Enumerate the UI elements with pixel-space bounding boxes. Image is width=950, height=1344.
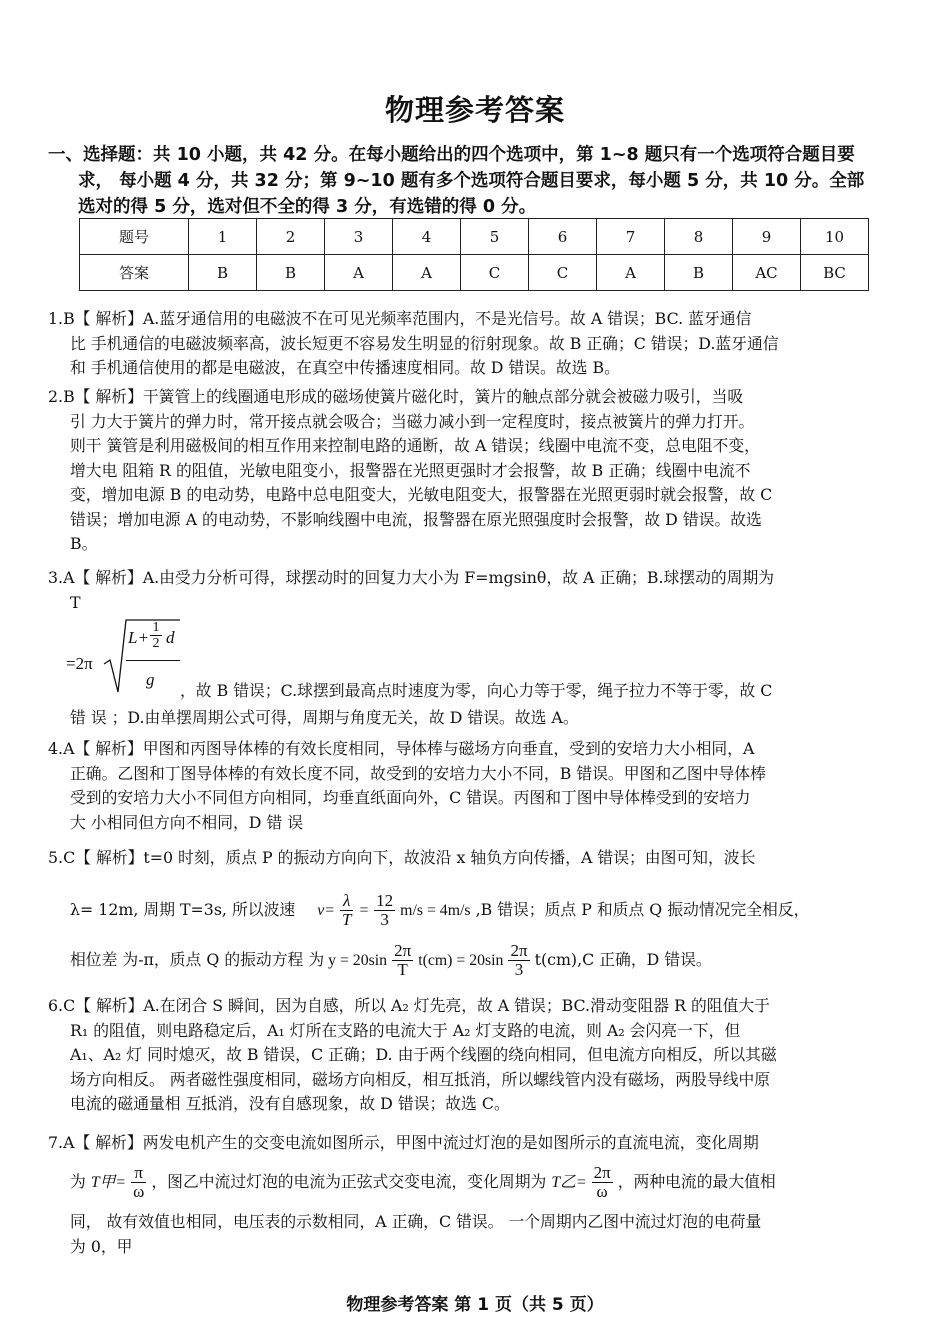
solution-line: t(cm),C 正确，D 错误。 [534, 950, 712, 969]
formula-mid: t(cm) = 20sin [418, 952, 504, 969]
fraction-bar [126, 660, 180, 661]
solution-item-2 [48, 385, 906, 557]
section-intro [48, 142, 908, 220]
solution-line: 为 0，甲 [70, 1236, 133, 1256]
frac-num: 12 [376, 891, 394, 910]
page-footer: 物理参考答案 第 1 页（共 5 页） [346, 1295, 604, 1315]
table-row-answers [80, 255, 869, 291]
fraction [340, 892, 353, 929]
frac-den: ω [596, 1182, 608, 1201]
intro-line-1: 一、选择题：共 10 小题，共 42 分。在每小题给出的四个选项中，第 1~8 题只有一个选项符合题目要 [48, 145, 855, 165]
solution-line: 变，增加电源 B 的电动势，电路中总电阻变大，光敏电阻变大，报警器在光照更弱时就会报警，故 C [70, 485, 773, 504]
solution-line: 增大电 阻箱 R 的阻值，光敏电阻变小，报警器在光照更强时才会报警，故 B 正确；线圈中电流不 [70, 460, 751, 480]
table-cell: 10 [801, 219, 869, 255]
solution-line: ，两种电流的最大值相 [617, 1172, 776, 1191]
solution-line: 4.A【 解析】甲图和丙图导体棒的有效长度相同，导体棒与磁场方向垂直，受到的安培力大小相同，A [48, 739, 755, 758]
solution-line: 相位差 为-π，质点 Q 的振动方程 [70, 950, 304, 969]
solution-line: 和 手机通信使用的都是电磁波，在真空中传播速度相同。故 D 错误。故选 B。 [70, 358, 620, 377]
solution-line: T [70, 592, 81, 612]
solution-line: B。 [70, 534, 98, 553]
fraction [131, 1164, 146, 1201]
solution-line: 6.C【 解析】A.在闭合 S 瞬间，因为自感，所以 A₂ 灯先亮，故 A 错误；BC.滑动变阻器 R 的阻值大于 [48, 996, 770, 1015]
solution-line: 电流的磁通量相 互抵消，没有自感现象，故 D 错误；故选 C。 [70, 1094, 510, 1113]
formula-half [150, 620, 162, 651]
formula-d: d [166, 628, 175, 647]
solution-line: 2.B【 解析】干簧管上的线圈通电形成的磁场使簧片磁化时，簧片的触点部分就会被磁力吸引，当吸 [48, 387, 744, 406]
table-cell: 5 [461, 219, 529, 255]
solution-line: 受到的安培力大小不同但方向相同，均垂直纸面向外，C 错误。丙图和丁图中导体棒受到的安培力 [70, 788, 751, 807]
table-cell: AC [733, 255, 801, 291]
table-cell: A [597, 255, 665, 291]
formula-half-den: 2 [152, 636, 160, 651]
solution-line: A₁、A₂ 灯 同时熄灭，故 B 错误，C 正确；D. 由于两个线圈的绕向相同，但电流方向相反，所以其磁 [70, 1045, 777, 1064]
fraction [374, 892, 395, 929]
solution-line: 场方向相反。 两者磁性强度相同，磁场方向相反，相互抵消，所以螺线管内没有磁场，两股导线中原 [70, 1069, 771, 1089]
fraction [592, 1164, 613, 1201]
formula-eq: = [358, 902, 370, 919]
table-cell: 1 [189, 219, 257, 255]
frac-num: 2π [394, 941, 412, 960]
table-header-answer: 答案 [80, 255, 189, 291]
solution-item-3 [48, 566, 906, 615]
formula-half-num: 1 [150, 620, 162, 636]
page-title: 物理参考答案 [384, 93, 565, 127]
formula-prefix: =2π [66, 654, 93, 673]
solution-line: ，故 B 错误；C.球摆到最高点时速度为零，向心力等于零，绳子拉力不等于零，故 C [180, 681, 773, 700]
solution-line: 7.A【 解析】两发电机产生的交变电流如图所示，甲图中流过灯泡的是如图所示的直流电流，变化周期 [48, 1133, 759, 1152]
table-row-numbers [80, 219, 869, 255]
solution-line: λ= 12m, 周期 T=3s, 所以波速 [70, 900, 296, 919]
frac-den: 3 [514, 960, 524, 979]
formula-tail: m/s = 4m/s [400, 902, 471, 919]
answer-table [79, 218, 869, 291]
table-header-number: 题号 [80, 219, 189, 255]
table-cell: A [393, 255, 461, 291]
table-cell: B [665, 255, 733, 291]
table-cell: 4 [393, 219, 461, 255]
frac-den: 3 [380, 910, 389, 929]
table-cell: C [461, 255, 529, 291]
solution-line: 为 [70, 1172, 86, 1191]
solution-line: ,B 错误；质点 P 和质点 Q 振动情况完全相反， [475, 900, 810, 919]
solution-line: 错误；增加电源 A 的电动势，不影响线圈中电流，报警器在原光照强度时会报警，故 D 错误。故选 [70, 509, 762, 529]
solution-item-5-line3 [70, 942, 910, 979]
solution-line: ，图乙中流过灯泡的电流为正弦式交变电流，变化周期为 [151, 1172, 547, 1191]
solution-item-1 [48, 307, 906, 381]
solution-line: 错 误 ；D.由单摆周期公式可得，周期与角度无关，故 D 错误。故选 A。 [70, 708, 579, 727]
table-cell: B [257, 255, 325, 291]
formula-y: 为 y = 20sin [308, 952, 388, 969]
frac-den: ω [133, 1182, 145, 1201]
formula-t2: T乙= [551, 1174, 587, 1191]
frac-den: T [397, 960, 408, 979]
frac-num: λ [340, 892, 353, 911]
frac-num: π [131, 1164, 146, 1183]
solution-item-3-cont [180, 679, 910, 704]
solution-item-3-cont2 [70, 706, 910, 731]
solution-item-7-line2 [70, 1164, 910, 1201]
solution-item-5-line2 [70, 892, 910, 929]
solution-item-5 [48, 846, 906, 871]
formula-g: g [146, 670, 155, 689]
table-cell: 3 [325, 219, 393, 255]
pendulum-period-formula [66, 616, 186, 696]
solution-line: 比 手机通信的电磁波频率高，波长短更不容易发生明显的衍射现象。故 B 正确；C 错误；D.蓝牙通信 [70, 333, 779, 353]
frac-num: 2π [593, 1163, 611, 1182]
table-cell: BC [801, 255, 869, 291]
formula-v: v= [317, 902, 335, 919]
solution-line: 1.B【 解析】A.蓝牙通信用的电磁波不在可见光频率范围内，不是光信号。故 A 错误；BC. 蓝牙通信 [48, 309, 752, 328]
formula-l: L+ [128, 628, 149, 647]
fraction [508, 942, 529, 979]
solution-item-4 [48, 737, 906, 835]
solution-line: 则干 簧管是利用磁极间的相互作用来控制电路的通断，故 A 错误；线圈中电流不变，总电阻不变， [70, 436, 760, 455]
solution-item-7-cont [70, 1210, 910, 1259]
frac-num: 2π [510, 941, 528, 960]
table-cell: C [529, 255, 597, 291]
fraction [392, 942, 413, 979]
intro-line-3: 选对的得 5 分，选对但不全的得 3 分，有选错的得 0 分。 [78, 197, 537, 217]
table-cell: 2 [257, 219, 325, 255]
intro-line-2: 求， 每小题 4 分，共 32 分；第 9~10 题有多个选项符合题目要求，每小题 5 分，共 10 分。全部 [78, 171, 865, 191]
formula-t1: T甲= [90, 1174, 127, 1191]
table-cell: 9 [733, 219, 801, 255]
solution-line: 正确。乙图和丁图导体棒的有效长度不同，故受到的安培力大小不同，B 错误。甲图和乙图中导体棒 [70, 763, 766, 783]
table-cell: 8 [665, 219, 733, 255]
solution-item-7 [48, 1131, 906, 1156]
solution-line: 5.C【 解析】t=0 时刻，质点 P 的振动方向向下，故波沿 x 轴负方向传播，A 错误；由图可知，波长 [48, 848, 756, 867]
table-cell: B [189, 255, 257, 291]
frac-den: T [341, 910, 352, 929]
solution-line: R₁ 的阻值，则电路稳定后，A₁ 灯所在支路的电流大于 A₂ 灯支路的电流，则 A₂ 会闪亮一下，但 [70, 1020, 741, 1040]
table-cell: 7 [597, 219, 665, 255]
table-cell: 6 [529, 219, 597, 255]
solution-line: 引 力大于簧片的弹力时，常开接点就会吸合；当磁力减小到一定程度时，接点被簧片的弹力打开。 [70, 411, 755, 431]
solution-line: 大 小相同但方向不相同，D 错 误 [70, 812, 304, 832]
solution-line: 同， 故有效值也相同，电压表的示数相同，A 正确，C 错误。 一个周期内乙图中流过灯泡的电荷量 [70, 1212, 762, 1231]
table-cell: A [325, 255, 393, 291]
solution-line: 3.A【 解析】A.由受力分析可得，球摆动时的回复力大小为 F=mgsinθ，故 A 正确；B.球摆动的周期为 [48, 568, 775, 587]
solution-item-6 [48, 994, 906, 1117]
